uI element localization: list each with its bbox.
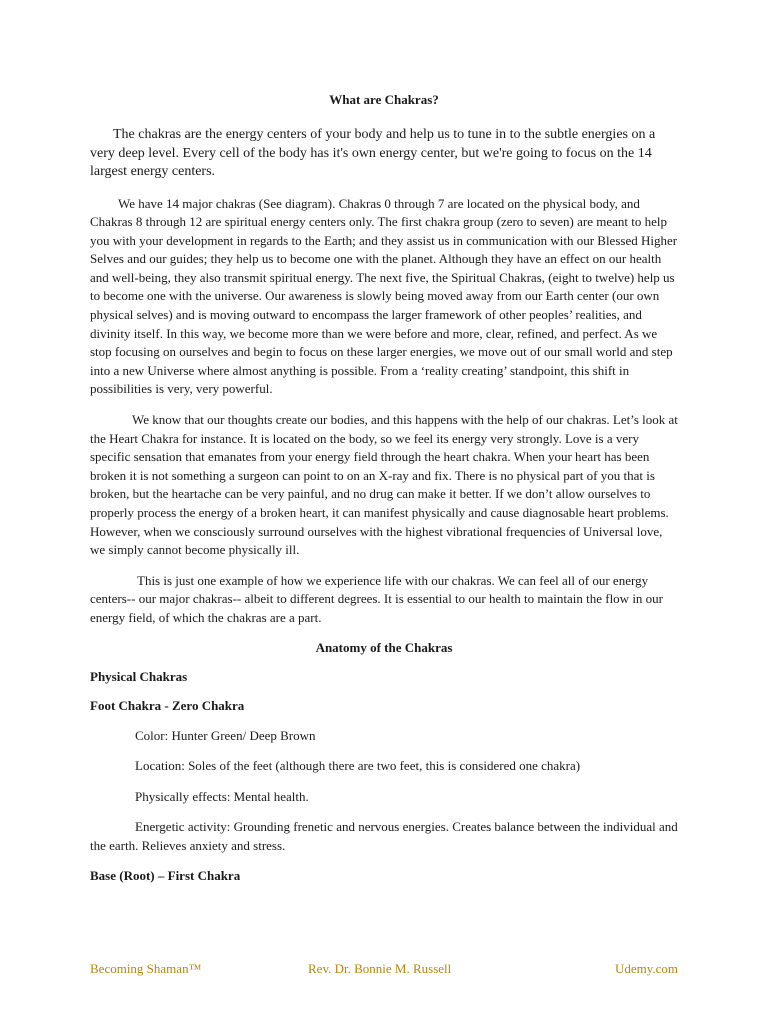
foot-chakra-energetic: Energetic activity: Grounding frenetic and nervous energies. Creates balance between the individual and the earth. Relieves anxiety and stress.	[90, 819, 678, 853]
physical-chakras-heading: Physical Chakras	[90, 668, 188, 684]
foot-chakra-heading: Foot Chakra - Zero Chakra	[90, 697, 245, 713]
page-footer	[90, 961, 678, 979]
intro-paragraph: The chakras are the energy centers of your body and help us to tune in to the subtle energies on a very deep level. Every cell of the body has it's own energy center, but we're going to focus on the 14 largest energy centers.	[90, 127, 656, 179]
anatomy-heading: Anatomy of the Chakras	[315, 639, 453, 655]
base-chakra-heading: Base (Root) – First Chakra	[90, 867, 241, 883]
paragraph-example: This is just one example of how we experience life with our chakras. We can feel all of our energy centers-- our major chakras-- albeit to different degrees. It is essential to our health to maintain the flow in our energy field, of which the chakras are a part.	[90, 572, 664, 625]
foot-chakra-effects: Physically effects: Mental health.	[135, 788, 309, 804]
footer-course-title: Becoming Shaman™	[90, 961, 202, 976]
page-title: What are Chakras?	[329, 92, 439, 107]
foot-chakra-location: Location: Soles of the feet (although there are two feet, this is considered one chakra)	[135, 758, 581, 774]
paragraph-major-chakras: We have 14 major chakras (See diagram). Chakras 0 through 7 are located on the physical body, and Chakras 8 through 12 are spiritual energy centers only. The first chakra group (zero to seven) are meant to help you with your development in regards to the Earth; and they assist us in communication with our Blessed Higher Selves and our guides; they help us to become one with the planet. Although they have an effect on our health and well-being, they also transmit spiritual energy. The next five, the Spiritual Chakras, (eight to twelve) help us to become one with the universe. Our awareness is slowly being moved away from our Earth center (our own physical selves) and is moving outward to encompass the larger framework of other peoples’ realities, and divinity itself. In this way, we become more than we were before and more, clear, refined, and perfect. As we stop focusing on ourselves and begin to focus on these larger energies, we move out of our small world and step into a new Universe where almost anything is possible. From a ‘reality creating’ standpoint, this shift in possibilities is very, very powerful.	[90, 195, 678, 397]
foot-chakra-color: Color: Hunter Green/ Deep Brown	[135, 727, 316, 743]
paragraph-heart-chakra: We know that our thoughts create our bodies, and this happens with the help of our chakras. Let’s look at the Heart Chakra for instance. It is located on the body, so we feel its energy very strongly. Love is a very specific sensation that emanates from your energy field through the heart chakra. When your heart has been broken it is not something a surgeon can point to on an X-ray and fix. There is no physical part of you that is broken, but the heartache can be very painful, and no drug can make it better. If we don’t allow ourselves to properly process the energy of a broken heart, it can manifest physically and cause diagnosable heart problems. However, when we consciously surround ourselves with the highest vibrational frequencies of Universal love, we simply cannot become physically ill.	[90, 412, 678, 558]
footer-site: Udemy.com	[614, 961, 678, 976]
document-page	[90, 92, 678, 897]
footer-author: Rev. Dr. Bonnie M. Russell	[308, 961, 452, 976]
